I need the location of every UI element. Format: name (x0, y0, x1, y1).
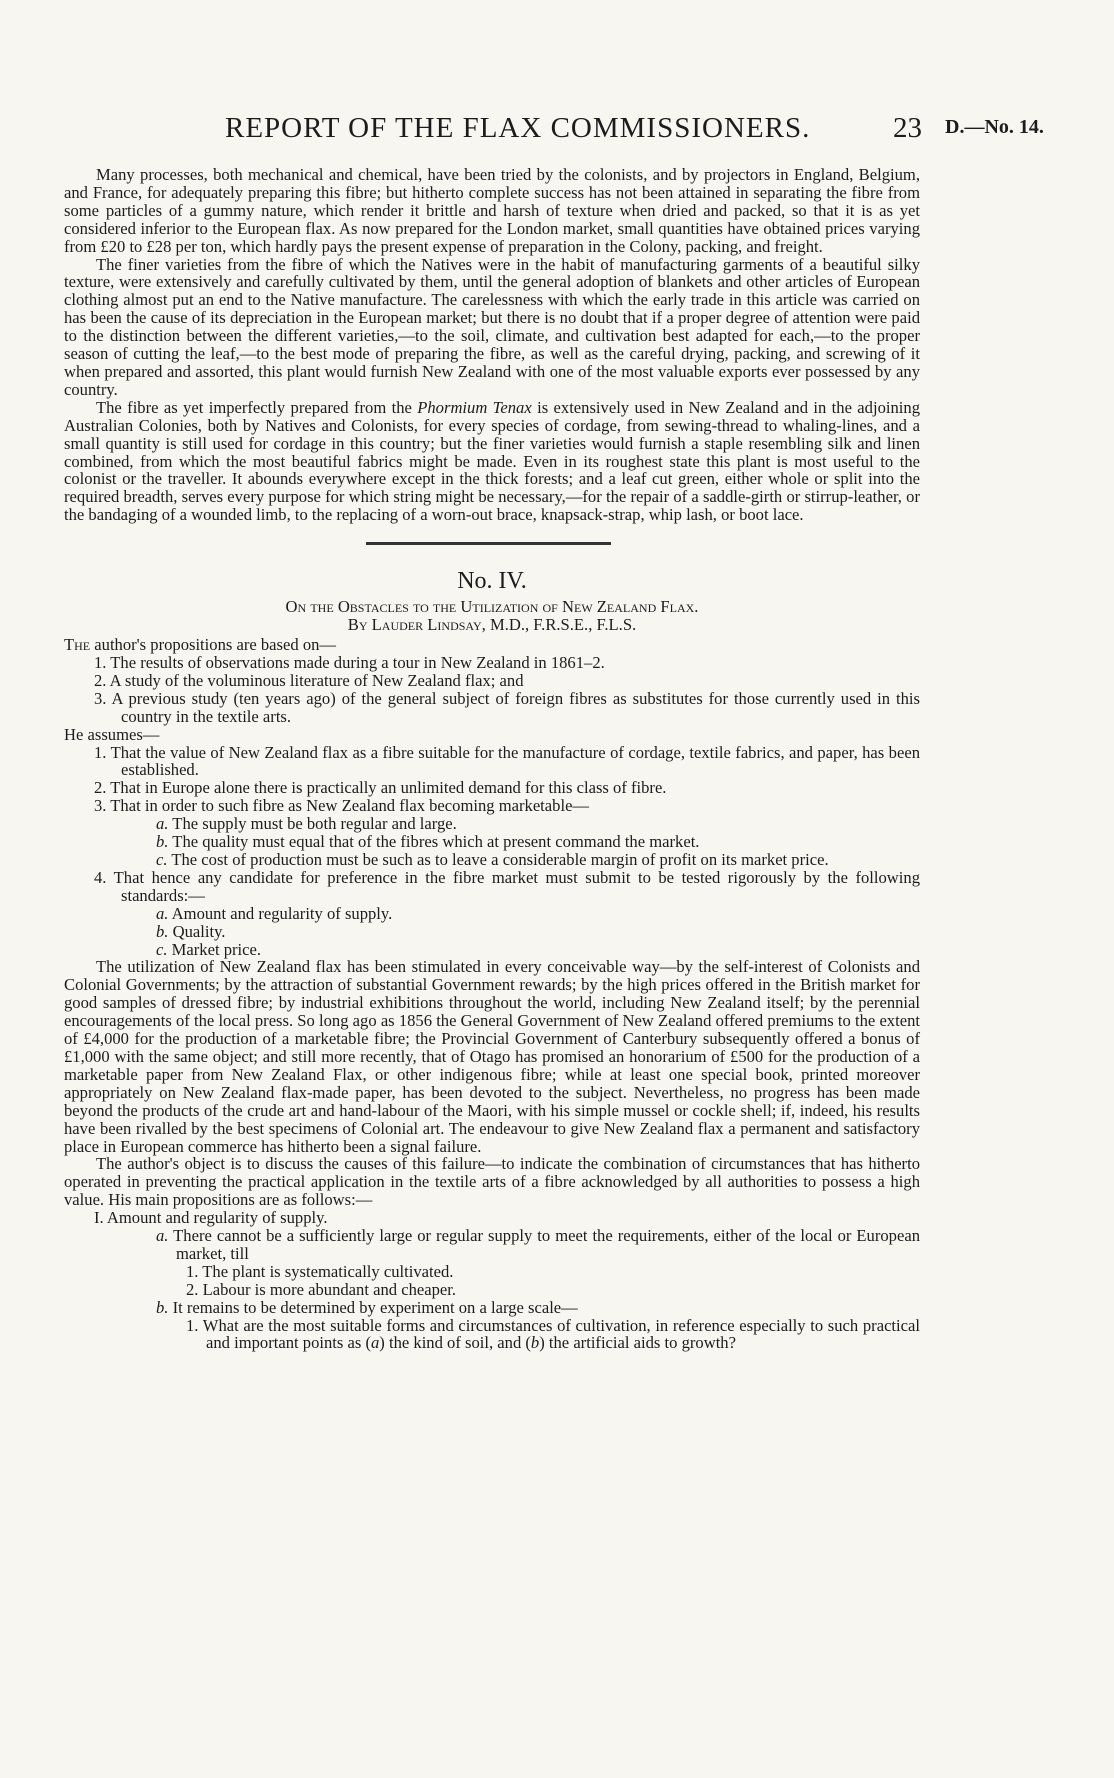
intro-line (64, 636, 920, 654)
paragraph-object: The author's object is to discuss the causes of this failure—to indicate the combination of circumstances that has hitherto operated in preventing the practical application in the textile arts of a fibre acknowledged by all authorities to possess a high value. His main propositions are as follows:— (64, 1154, 920, 1210)
item-letter: a. (156, 1226, 169, 1246)
basis-item: 3. A previous study (ten years ago) of the general subject of foreign fibres as substitutes for those currently used in this country in the textile arts. (94, 688, 920, 726)
assumption-item: 2. That in Europe alone there is practically an unlimited demand for this class of fibre. (94, 778, 667, 798)
paragraph-finer-varieties: The finer varieties from the fibre of which the Natives were in the habit of manufacturing garments of a beautiful silky texture, were extensively and carefully cultivated by them, until the general adoption of blankets and other articles of European clothing almost put an end to the Native manufacture. The carelessness with which the early trade in this article was carried on has been the cause of its depreciation in the European market; but there is no doubt that if a proper degree of attention were paid to the distinction between the different varieties,—to the soil, climate, and cultivation best adapted for each,—to the proper season of cutting the leaf,—to the best mode of preparing the fibre, as well as the careful drying, packing, and screwing of it when prepared and assorted, this plant would furnish New Zealand with one of the most valuable exports ever possessed by any country. (64, 254, 920, 399)
proposition-heading: I. Amount and regularity of supply. (94, 1208, 328, 1228)
sub-item (64, 815, 920, 833)
numbered-item: 2. Labour is more abundant and cheaper. (186, 1279, 457, 1299)
item-text: ) the kind of soil, and ( (379, 1333, 531, 1353)
sub-item (64, 923, 920, 941)
item-text: ) the artificial aids to growth? (539, 1333, 736, 1353)
running-header (0, 112, 1114, 152)
species-name: Phormium Tenax (417, 397, 532, 417)
item-letter: b. (156, 921, 169, 941)
section-title: On the Obstacles to the Utilization of New Zealand Flax. (285, 597, 699, 617)
item-text: Amount and regularity of supply. (168, 903, 393, 923)
document-reference: D.—No. 14. (945, 116, 1044, 138)
item-text: The supply must be both regular and large. (168, 814, 457, 834)
paragraph-processes: Many processes, both mechanical and chemical, have been tried by the colonists, and by projectors in England, Belgium, and France, for adequately preparing this fibre; but hitherto complete success has not been attained in separating the fibre from some particles of a gummy nature, which render it brittle and harsh of texture when dried and packed, so that it is as yet considered inferior to the European flax. As now prepared for the London market, small quantities have obtained prices varying from £20 to £28 per ton, which hardly pays the present expense of preparation in the Colony, packing, and freight. (64, 165, 920, 256)
assumption-item: 4. That hence any candidate for preference in the fibre market must submit to be tested rigorously by the following standards:— (94, 867, 920, 905)
sub-item (64, 905, 920, 923)
item-letter: b. (156, 1297, 169, 1317)
item-letter: a. (156, 903, 169, 923)
item-text: Quality. (168, 921, 226, 941)
sub-item (64, 1299, 920, 1317)
drop-caps: The (64, 635, 91, 655)
item-letter: a (371, 1333, 380, 1353)
item-letter: c. (156, 939, 168, 959)
item-text: Market price. (167, 939, 262, 959)
item-letter: b (530, 1333, 540, 1353)
numbered-item (64, 1317, 920, 1353)
intro-text: author's propositions are based on— (90, 635, 337, 655)
item-letter: c. (156, 850, 168, 869)
sub-item (64, 833, 920, 851)
page-number: 23 (893, 112, 922, 144)
section-divider (64, 524, 920, 566)
item-text: The cost of production must be such as to leave a considerable margin of profit on its market price. (167, 850, 829, 869)
item-text: 1. What are the most suitable forms and circumstances of cultivation, in reference especially to such practical and important points as ( (186, 1315, 920, 1353)
paragraph-phormium (64, 399, 920, 524)
sub-item (64, 941, 920, 959)
sub-item (64, 851, 920, 869)
sub-item (64, 1227, 920, 1263)
item-text: The quality must equal that of the fibres which at present command the market. (168, 832, 700, 852)
author-byline: By Lauder Lindsay, M.D., F.R.S.E., F.L.S. (347, 615, 637, 635)
paragraph-text: is extensively used in New Zealand and in the adjoining Australian Colonies, both by Natives and Colonists, for every species of cordage, from sewing-thread to whaling-lines, and a small quantity is still used for cordage in this country; but the finer varieties would furnish a staple resembling silk and linen combined, from which the most beautiful fabrics might be made. Even in its roughest state this plant is most useful to the colonist or the traveller. It abounds everywhere except in the thick forests; and a leaf cut green, either whole or split into the required breadth, serves every purpose for which string might be necessary,—for the repair of a saddle-girth or stirrup-leather, or the bandaging of a wounded limb, to the replacing of a worn-out brace, knapsack-strap, whip lash, or boot lace. (64, 397, 920, 525)
page-body (64, 166, 920, 1352)
assumption-item: 1. That the value of New Zealand flax as a fibre suitable for the manufacture of cordage, textile fabrics, and paper, has been established. (94, 742, 920, 780)
numbered-item: 1. The plant is systematically cultivated. (186, 1261, 454, 1281)
divider-rule (366, 542, 611, 545)
paragraph-text: The fibre as yet imperfectly prepared from the (96, 397, 418, 417)
report-title: REPORT OF THE FLAX COMMISSIONERS. (225, 112, 811, 144)
section-number: No. IV. (457, 568, 527, 595)
paragraph-utilization: The utilization of New Zealand flax has been stimulated in every conceivable way—by the self-interest of Colonists and Colonial Governments; by the attraction of substantial Government rewards; by the high prices offered in the British market for good samples of dressed fibre; by industrial exhibitions throughout the world, including New Zealand itself; by the perennial encouragements of the local press. So long ago as 1856 the General Government of New Zealand offered premiums to the extent of £4,000 for the production of a marketable fibre; the Provincial Government of Canterbury subsequently offered a bonus of £1,000 with the same object; and still more recently, that of Otago has promised an honorarium of £500 for the production of a marketable paper from New Zealand Flax, or other indigenous fibre; while at least one special book, printed moreover appropriately on New Zealand flax-made paper, has been devoted to the subject. Nevertheless, no progress has been made beyond the products of the crude art and hand-labour of the Maori, with his simple mussel or cockle shell; if, indeed, his results have been rivalled by the best specimens of Colonial art. The endeavour to give New Zealand flax a permanent and satisfactory place in European commerce has hitherto been a signal failure. (64, 957, 920, 1156)
item-letter: a. (156, 814, 169, 834)
item-letter: b. (156, 832, 169, 852)
assumes-line: He assumes— (64, 724, 160, 744)
item-text: It remains to be determined by experiment on a large scale— (168, 1297, 578, 1317)
basis-item: 2. A study of the voluminous literature of New Zealand flax; and (94, 670, 524, 690)
basis-item: 1. The results of observations made during a tour in New Zealand in 1861–2. (94, 653, 605, 673)
assumption-item: 3. That in order to such fibre as New Zealand flax becoming marketable— (94, 796, 590, 816)
item-text: There cannot be a sufficiently large or regular supply to meet the requirements, either of the local or European market, till (168, 1226, 920, 1263)
